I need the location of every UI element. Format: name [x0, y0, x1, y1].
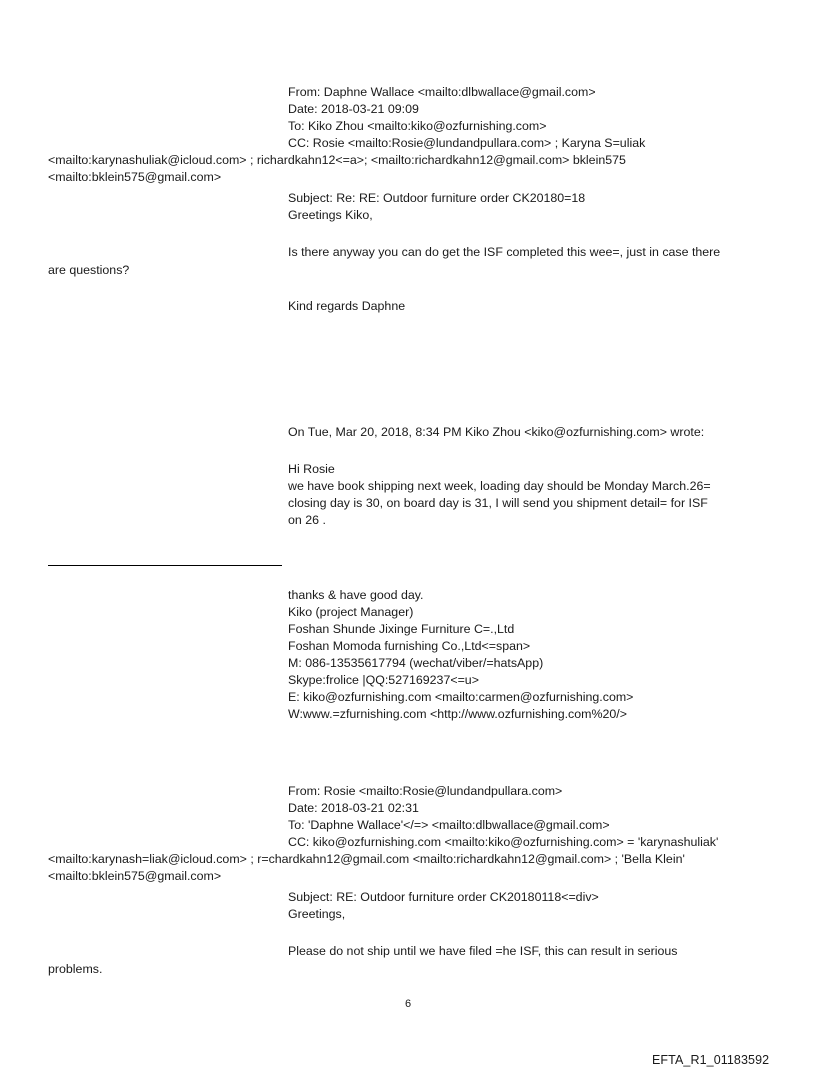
- signature-line4: Foshan Momoda furnishing Co.,Ltd<=span>: [288, 639, 531, 653]
- email2-header: On Tue, Mar 20, 2018, 8:34 PM Kiko Zhou <kiko@ozfurnishing.com> wrote:: [288, 425, 705, 439]
- email3-to: To: 'Daphne Wallace'</=> <mailto:dlbwallace@gmail.com>: [288, 818, 610, 832]
- bates-number: EFTA_R1_01183592: [652, 1053, 770, 1067]
- email3-body-line2: problems.: [48, 962, 103, 976]
- email3-cc-line3: <mailto:bklein575@gmail.com>: [48, 869, 222, 883]
- divider-rule: [48, 565, 282, 566]
- email3-cc-line2: <mailto:karynash=liak@icloud.com> ; r=chardkahn12@gmail.com <mailto:richardkahn12@gmail.com> ; 'Bella Klein': [48, 852, 685, 866]
- signature-line8: W:www.=zfurnishing.com <http://www.ozfurnishing.com%20/>: [288, 707, 627, 721]
- email1-cc-line1: CC: Rosie <mailto:Rosie@lundandpullara.com> ; Karyna S=uliak: [288, 136, 646, 150]
- email1-to: To: Kiko Zhou <mailto:kiko@ozfurnishing.com>: [288, 119, 547, 133]
- email3-from: From: Rosie <mailto:Rosie@lundandpullara.com>: [288, 784, 563, 798]
- email3-greeting: Greetings,: [288, 907, 346, 921]
- email3-cc-line1: CC: kiko@ozfurnishing.com <mailto:kiko@ozfurnishing.com> = 'karynashuliak': [288, 835, 719, 849]
- signature-line6: Skype:frolice |QQ:527169237<=u>: [288, 673, 479, 687]
- signature-line5: M: 086-13535617794 (wechat/viber/=hatsApp): [288, 656, 544, 670]
- email2-greeting: Hi Rosie: [288, 462, 335, 476]
- email3-body-line1: Please do not ship until we have filed =he ISF, this can result in serious: [288, 944, 678, 958]
- email1-cc-line3: <mailto:bklein575@gmail.com>: [48, 170, 222, 184]
- email1-cc-line2: <mailto:karynashuliak@icloud.com> ; richardkahn12<=a>; <mailto:richardkahn12@gmail.com> bklein575: [48, 153, 626, 167]
- email1-subject: Subject: Re: RE: Outdoor furniture order CK20180=18: [288, 191, 586, 205]
- email2-body-line3: on 26 .: [288, 513, 326, 527]
- email2-body-line2: closing day is 30, on board day is 31, I will send you shipment detail= for ISF: [288, 496, 708, 510]
- signature-line3: Foshan Shunde Jixinge Furniture C=.,Ltd: [288, 622, 515, 636]
- signature-line2: Kiko (project Manager): [288, 605, 414, 619]
- email1-body-line2: are questions?: [48, 263, 130, 277]
- email1-greeting: Greetings Kiko,: [288, 208, 373, 222]
- email3-date: Date: 2018-03-21 02:31: [288, 801, 419, 815]
- email1-from: From: Daphne Wallace <mailto:dlbwallace@gmail.com>: [288, 85, 596, 99]
- page-number: 6: [404, 998, 412, 1010]
- email2-body-line1: we have book shipping next week, loading day should be Monday March.26=: [288, 479, 711, 493]
- signature-line1: thanks & have good day.: [288, 588, 424, 602]
- email1-signoff: Kind regards Daphne: [288, 299, 406, 313]
- email1-body-line1: Is there anyway you can do get the ISF completed this wee=, just in case there: [288, 245, 721, 259]
- signature-line7: E: kiko@ozfurnishing.com <mailto:carmen@ozfurnishing.com>: [288, 690, 634, 704]
- email3-subject: Subject: RE: Outdoor furniture order CK20180118<=div>: [288, 890, 599, 904]
- email1-date: Date: 2018-03-21 09:09: [288, 102, 419, 116]
